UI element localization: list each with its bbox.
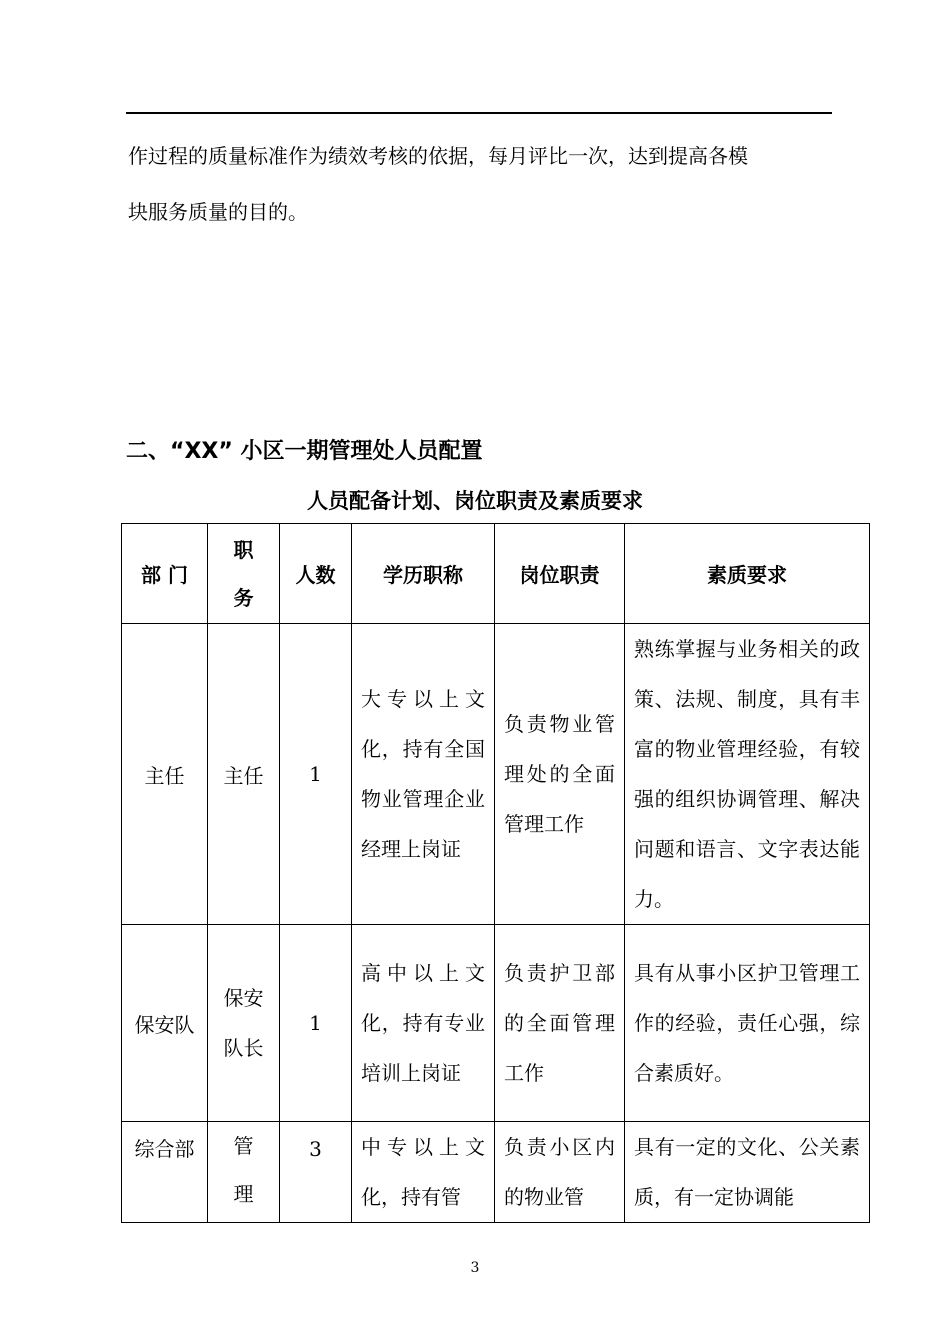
body-paragraph (128, 128, 838, 240)
cell-education-text: 中专以上文化，持有管 (361, 1135, 485, 1209)
cell-dept: 保安队 (122, 925, 208, 1122)
cell-post-text: 管理 (233, 1134, 254, 1206)
cell-duty (495, 925, 625, 1122)
cell-education-text: 大专以上文化，持有全国物业管理企业经理上岗证 (361, 687, 485, 861)
cell-duty (495, 624, 625, 925)
cell-quality (625, 1122, 870, 1223)
header-rule (126, 112, 832, 114)
cell-education-text: 高中以上文化，持有专业培训上岗证 (361, 961, 485, 1085)
cell-count-text: 3 (309, 1137, 322, 1161)
cell-post: 主任 (208, 624, 280, 925)
body-line-1: 作过程的质量标准作为绩效考核的依据，每月评比一次，达到提高各模 (128, 144, 748, 168)
cell-dept-text: 综合部 (134, 1137, 195, 1161)
staffing-table (121, 523, 870, 1223)
cell-quality (625, 624, 870, 925)
table-row (122, 624, 870, 925)
cell-dept: 主任 (122, 624, 208, 925)
table-row (122, 925, 870, 1122)
cell-duty-text: 负责护卫部的全面管理工作 (504, 961, 615, 1085)
cell-education (352, 1122, 495, 1223)
cell-count: 1 (280, 624, 352, 925)
header-post-line-2: 务 (233, 585, 254, 610)
table-caption: 人员配备计划、岗位职责及素质要求 (307, 489, 643, 513)
cell-duty-text: 负责物业管理处的全面管理工作 (504, 712, 615, 836)
cell-quality-text: 熟练掌握与业务相关的政策、法规、制度，具有丰富的物业管理经验，有较强的组织协调管理、解决问题和语言、文字表达能力。 (634, 637, 860, 911)
cell-duty (495, 1122, 625, 1223)
header-education: 学历职称 (352, 524, 495, 624)
cell-quality-text: 具有从事小区护卫管理工作的经验，责任心强，综合素质好。 (634, 961, 860, 1085)
section-heading: 二、“XX” 小区一期管理处人员配置 (126, 439, 483, 464)
cell-quality (625, 925, 870, 1122)
cell-post (208, 925, 280, 1122)
header-post-line-1: 职 (233, 537, 254, 562)
cell-quality-text: 具有一定的文化、公关素质，有一定协调能 (634, 1135, 860, 1209)
cell-count: 1 (280, 925, 352, 1122)
table-header-row (122, 524, 870, 624)
header-duty: 岗位职责 (495, 524, 625, 624)
cell-duty-text: 负责小区内的物业管 (504, 1135, 615, 1209)
cell-count (280, 1122, 352, 1223)
cell-dept (122, 1122, 208, 1223)
cell-post (208, 1122, 280, 1223)
table-row (122, 1122, 870, 1223)
header-dept: 部 门 (122, 524, 208, 624)
cell-education (352, 925, 495, 1122)
header-quality: 素质要求 (625, 524, 870, 624)
page-number: 3 (470, 1260, 480, 1276)
header-count: 人数 (280, 524, 352, 624)
cell-post-text: 保安队长 (223, 986, 264, 1060)
cell-education (352, 624, 495, 925)
body-line-2: 块服务质量的目的。 (128, 200, 308, 224)
header-post (208, 524, 280, 624)
